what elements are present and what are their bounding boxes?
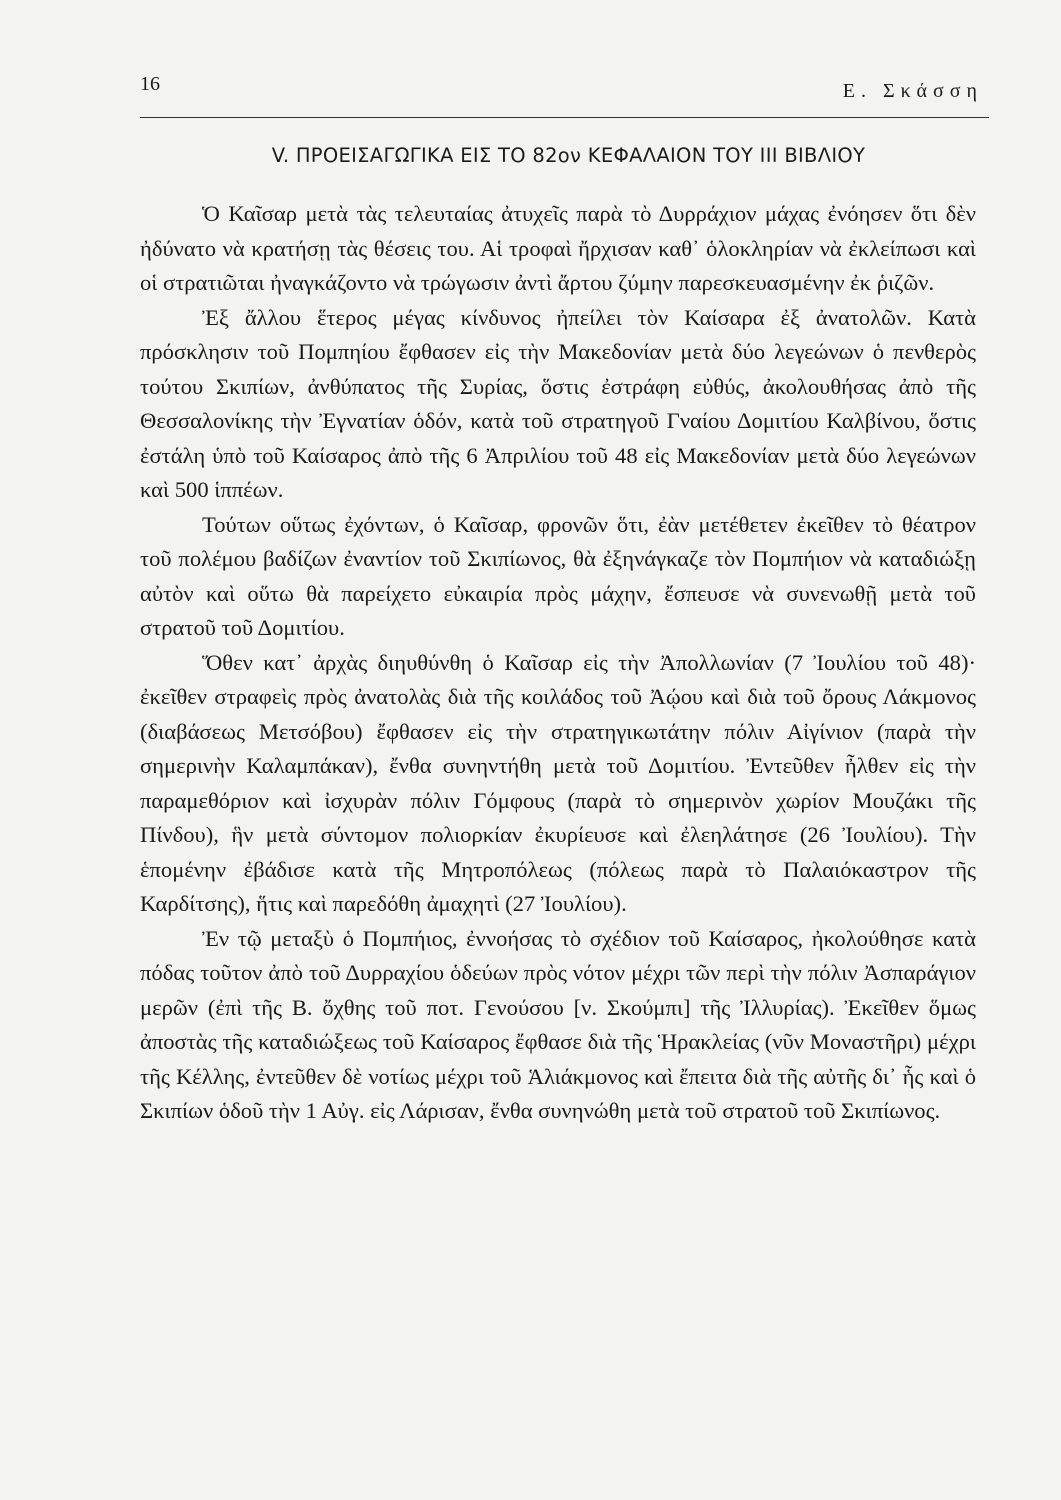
chapter-title: V. ΠΡΟΕΙΣΑΓΩΓΙΚΑ ΕΙΣ ΤΟ 82ον ΚΕΦΑΛΑΙΟΝ ΤΟΥ ΙΙΙ ΒΙΒΛΙΟΥ bbox=[271, 144, 866, 167]
paragraph-5: Ἐν τῷ μεταξὺ ὁ Πομπήιος, ἐννοήσας τὸ σχέδιον τοῦ Καίσαρος, ἠκολούθησε κατὰ πόδας τοῦτον ἀπὸ τοῦ Δυρραχίου ὁδεύων πρὸς νότον μέχρι τῶν περὶ τὴν πόλιν Ἀσπαράγιον μερῶν (ἐπὶ τῆς Β. ὄχθης τοῦ ποτ. Γενούσου [ν. Σκούμπι] τῆς Ἰλλυρίας). Ἐκεῖθεν ὅμως ἀποστὰς τῆς καταδιώξεως τοῦ Καίσαρος ἔφθασε διὰ τῆς Ἡρακλείας (νῦν Μοναστῆρι) μέχρι τῆς Κέλλης, ἐντεῦθεν δὲ νοτίως μέχρι τοῦ Ἁλιάκμονος καὶ ἔπειτα διὰ τῆς αὐτῆς δι᾿ ἧς καὶ ὁ Σκιπίων ὁδοῦ τὴν 1 Αὐγ. εἰς Λάρισαν, ἔνθα συνηνώθη μετὰ τοῦ στρατοῦ τοῦ Σκιπίωνος. bbox=[140, 925, 976, 1123]
paragraph-2: Ἐξ ἄλλου ἕτερος μέγας κίνδυνος ἠπείλει τὸν Καίσαρα ἐξ ἀνατολῶν. Κατὰ πρόσκλησιν τοῦ Πομπηίου ἔφθασεν εἰς τὴν Μακεδονίαν μετὰ δύο λεγεώνων ὁ πενθερὸς τούτου Σκιπίων, ἀνθύπατος τῆς Συρίας, ὅστις ἐστράφη εὐθύς, ἀκολουθήσας ἀπὸ τῆς Θεσσαλονίκης τὴν Ἐγνατίαν ὁδόν, κατὰ τοῦ στρατηγοῦ Γναίου Δομιτίου Καλβίνου, ὅστις ἐστάλη ὑπὸ τοῦ Καίσαρος ἀπὸ τῆς 6 Ἀπριλίου τοῦ 48 εἰς Μακεδονίαν μετὰ δύο λεγεώνων καὶ 500 ἱππέων. bbox=[140, 304, 976, 502]
paragraph-4: Ὅθεν κατ᾿ ἀρχὰς διηυθύνθη ὁ Καῖσαρ εἰς τὴν Ἀπολλωνίαν (7 Ἰουλίου τοῦ 48)· ἐκεῖθεν στραφεὶς πρὸς ἀνατολὰς διὰ τῆς κοιλάδος τοῦ Ἀῴου καὶ διὰ τοῦ ὄρους Λάκμονος (διαβάσεως Μετσόβου) ἔφθασεν εἰς τὴν στρατηγικωτάτην πόλιν Αἰγίνιον (παρὰ τὴν σημερινὴν Καλαμπάκαν), ἔνθα συνηντήθη μετὰ τοῦ Δομιτίου. Ἐντεῦθεν ἦλθεν εἰς τὴν παραμεθόριον καὶ ἰσχυρὰν πόλιν Γόμφους (παρὰ τὸ σημερινὸν χωρίον Μουζάκι τῆς Πίνδου), ἣν μετὰ σύντομον πολιορκίαν ἐκυρίευσε καὶ ἐλεηλάτησε (26 Ἰουλίου). Τὴν ἑπομένην ἐβάδισε κατὰ τῆς Μητροπόλεως (πόλεως παρὰ τὸ Παλαιόκαστρον τῆς Καρδίτσης), ἥτις καὶ παρεδόθη ἀμαχητὶ (27 Ἰουλίου). bbox=[140, 649, 976, 916]
paragraph-1: Ὁ Καῖσαρ μετὰ τὰς τελευταίας ἀτυχεῖς παρὰ τὸ Δυρράχιον μάχας ἐνόησεν ὅτι δὲν ἠδύνατο νὰ κρατήσῃ τὰς θέσεις του. Αἱ τροφαὶ ἤρχισαν καθ᾿ ὁλοκληρίαν νὰ ἐκλείπωσι καὶ οἱ στρατιῶται ἠναγκάζοντο νὰ τρώγωσιν ἀντὶ ἄρτου ζύμην παρεσκευασμένην ἐκ ῥιζῶν. bbox=[140, 201, 976, 295]
body-text bbox=[140, 197, 976, 1129]
page-number: 16 bbox=[140, 73, 160, 95]
running-head-author: Ε. Σκάσση bbox=[842, 80, 983, 102]
header-rule bbox=[140, 117, 989, 118]
paragraph-3: Τούτων οὕτως ἐχόντων, ὁ Καῖσαρ, φρονῶν ὅτι, ἐὰν μετέθετεν ἐκεῖθεν τὸ θέατρον τοῦ πολέμου βαδίζων ἐναντίον τοῦ Σκιπίωνος, θὰ ἐξηνάγκαζε τὸν Πομπήιον νὰ καταδιώξῃ αὐτὸν καὶ οὕτω θὰ παρείχετο εὐκαιρία πρὸς μάχην, ἔσπευσε νὰ συνενωθῇ μετὰ τοῦ στρατοῦ τοῦ Δομιτίου. bbox=[140, 511, 976, 640]
